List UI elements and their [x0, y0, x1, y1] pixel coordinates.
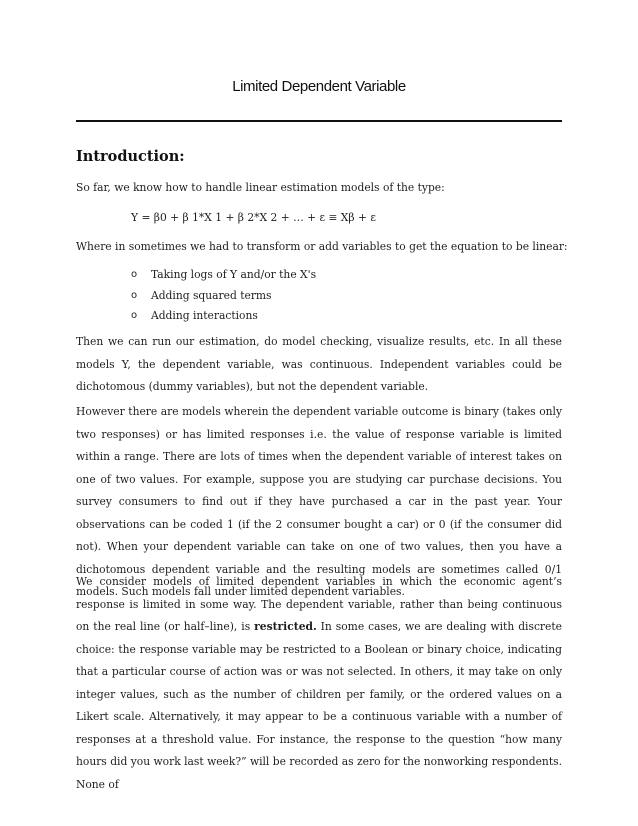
paragraph-3-bold: restricted. — [254, 620, 317, 633]
paragraph-2: However there are models wherein the dependent variable outcome is binary (takes only two responses) or has limited responses i.e. the value of response variable is limited within a range. There are lots of times when the dependent variable of interest takes on one of two values. For example, suppose you are studying car purchase decisions. You survey consumers to find out if they have purchased a car in the past year. Your observations can be coded 1 (if the 2 consumer bought a car) or 0 (if the consumer did not). When your dependent variable can take on one of two values, then you have a dichotomous dependent variable and the resulting models are sometimes called 0/1 models. Such models fall under limited dependent variables. — [76, 405, 562, 598]
paragraph-3-text-a: We consider models of limited dependent variables in which the economic agent’s response is limited in some way. The dependent variable, rather than being continuous on the real line (or half–line), is — [76, 575, 562, 633]
bullet-item: Adding squared terms — [151, 289, 272, 302]
bullet-marker: o — [131, 310, 138, 321]
transform-text: Where in sometimes we had to transform or add variables to get the equation to be linear: — [76, 240, 568, 253]
paragraph-1: Then we can run our estimation, do model checking, visualize results, etc. In all these models Y, the dependent variable, was continuous. Independent variables could be dichotomous (dummy variables), but not the dependent variable. — [76, 335, 562, 393]
paragraph-3-text-b: In some cases, we are dealing with discrete choice: the response variable may be restricted to a Boolean or binary choice, indicating that a particular course of action was or was not selected. In others, it may take on only integer values, such as the number of children per family, or the ordered values on a Likert scale. Alternatively, it may appear to be a continuous variable with a number of responses at a threshold value. For instance, the response to the question “how many hours did you work last week?” will be recorded as zero for the nonworking respondents. None of — [76, 620, 562, 791]
bullet-marker: o — [131, 290, 138, 301]
section-heading: Introduction: — [76, 148, 185, 165]
bullet-marker: o — [131, 269, 138, 280]
title-rule — [76, 120, 562, 122]
equation: Y = β0 + β 1*X 1 + β 2*X 2 + … + ε ≡ Xβ + ε — [131, 211, 376, 224]
bullet-item: Adding interactions — [151, 309, 258, 322]
paragraph-3 — [76, 571, 562, 796]
bullet-item: Taking logs of Y and/or the X's — [151, 268, 317, 281]
intro-text: So far, we know how to handle linear estimation models of the type: — [76, 181, 445, 194]
document-title: Limited Dependent Variable — [232, 78, 406, 95]
